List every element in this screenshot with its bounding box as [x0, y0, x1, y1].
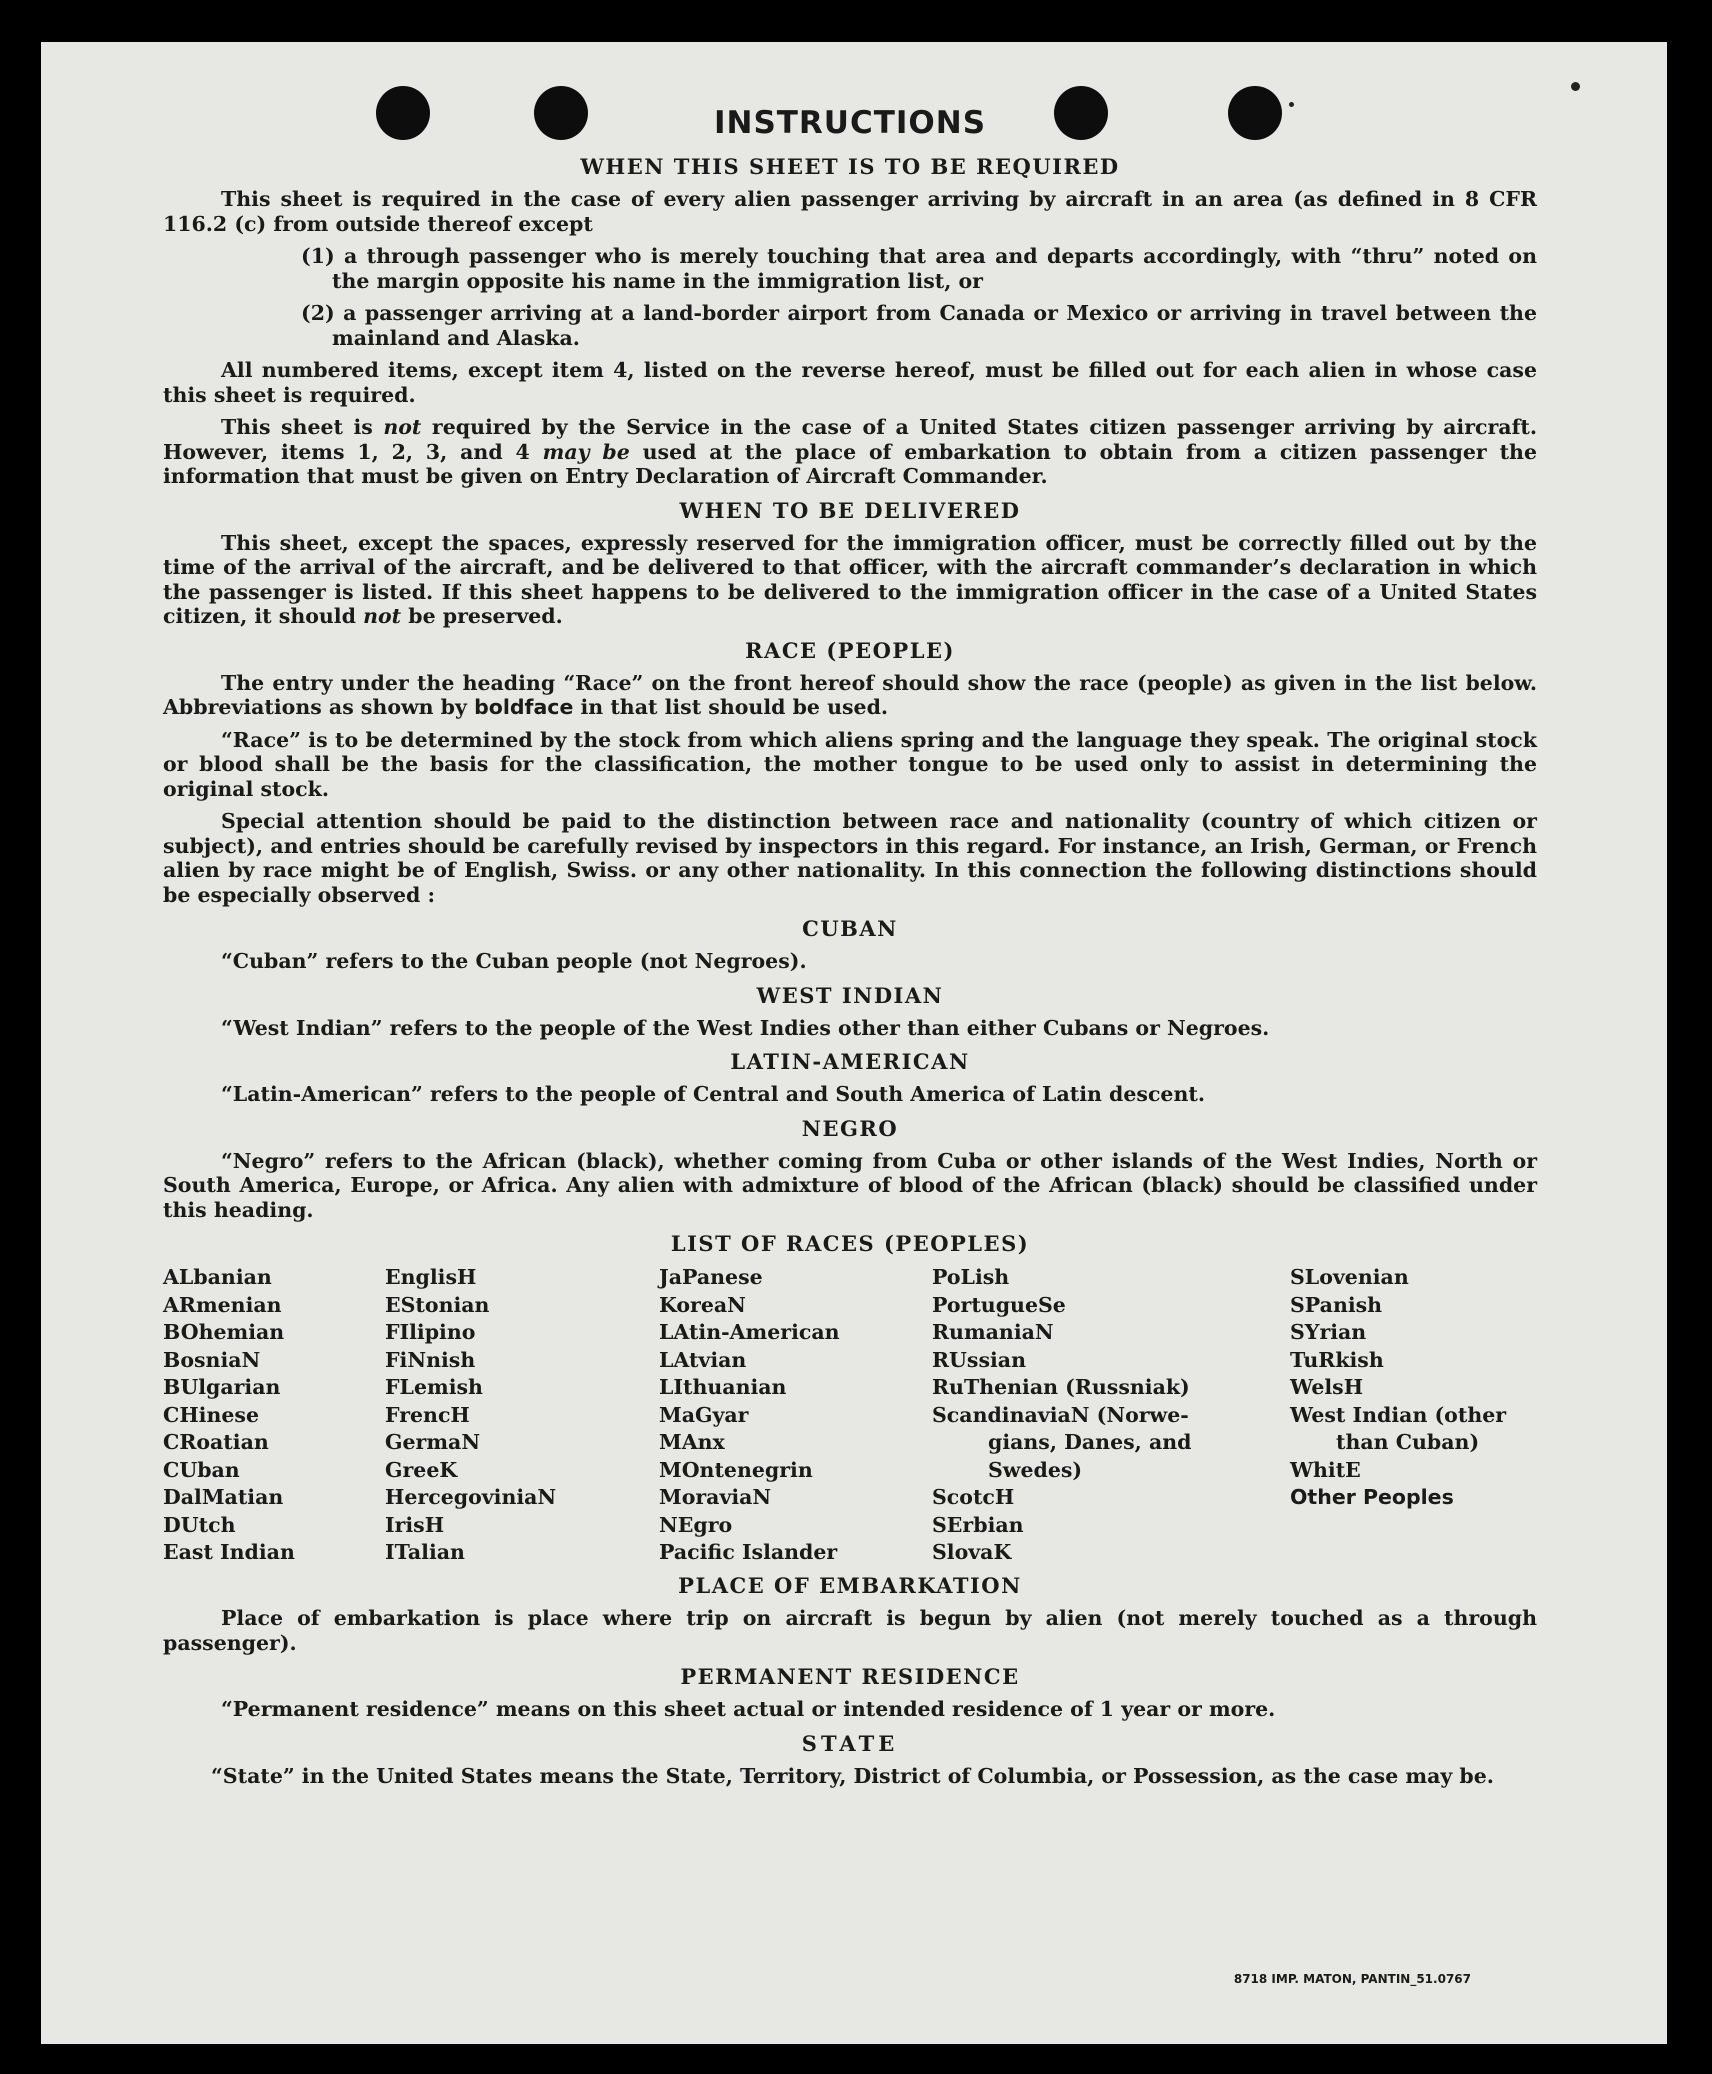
paragraph-not-required	[163, 415, 1537, 489]
race-item: East Indian	[163, 1540, 295, 1564]
text-span: required by the Service in the case of a United States citizen passenger arriving by aircraft. However, items 1, 2, 3, and 4	[163, 415, 1537, 464]
paragraph-required-intro: This sheet is required in the case of every alien passenger arriving by aircraft in an area (as defined in 8 CFR 116.2 (c) from outside thereof except	[163, 187, 1537, 236]
heading-latin-american: LATIN-AMERICAN	[730, 1049, 970, 1074]
race-item: PoLish	[932, 1265, 1010, 1289]
race-item: IrisH	[385, 1512, 445, 1537]
race-item: than Cuban)	[1336, 1430, 1480, 1454]
text-span: used at the place of embarkation to obtain from a citizen passenger the information that must be given on Entry Declaration of Aircraft Commander.	[163, 439, 1537, 488]
race-item: gians, Danes, and	[988, 1430, 1192, 1454]
race-item: ScandinaviaN (Norwe-	[932, 1402, 1189, 1427]
race-item: FrencH	[385, 1402, 470, 1427]
race-item: BOhemian	[163, 1320, 285, 1344]
emphasis: not	[383, 415, 422, 439]
race-item: GermaN	[385, 1430, 481, 1454]
heading-list-of-races: LIST OF RACES (PEOPLES)	[670, 1231, 1030, 1256]
race-item: FLemish	[385, 1375, 483, 1399]
paragraph-race-nationality: Special attention should be paid to the distinction between race and nationality (country of which citizen or subject), and entries should be carefully revised by inspectors in this regard. For instance, an Irish, German, or French alien by race might be of English, Swiss. or any other nationality. In this connection the following distinctions should be especially observed :	[163, 809, 1537, 907]
race-item: FIlipino	[385, 1320, 476, 1344]
race-item: EStonian	[385, 1292, 490, 1317]
page-title: INSTRUCTIONS	[713, 105, 987, 141]
race-item: FiNnish	[385, 1347, 476, 1372]
race-item: DalMatian	[163, 1485, 284, 1509]
race-item: WelsH	[1290, 1375, 1364, 1399]
text-span: This sheet, except the spaces, expressly reserved for the immigration officer, must be correctly filled out by the time of the arrival of the aircraft, and be delivered to that officer, with the aircraft commander’s declaration in which the passenger is listed. If this sheet happens to be delivered to the immigration officer in the case of a United States citizen, it should	[163, 530, 1537, 628]
heading-when-required: WHEN THIS SHEET IS TO BE REQUIRED	[580, 154, 1120, 179]
paragraph-latin-american: “Latin-American” refers to the people of Central and South America of Latin descent.	[221, 1082, 1205, 1106]
paragraph-negro: “Negro” refers to the African (black), whether coming from Cuba or other islands of the West Indies, North or South America, Europe, or Africa. Any alien with admixture of blood of the African (black) should be classified under this heading.	[163, 1148, 1537, 1222]
paragraph-race-stock: “Race” is to be determined by the stock from which aliens spring and the language they speak. The original stock or blood shall be the basis for the classification, the mother tongue to be used only to assist in determining the original stock.	[163, 727, 1537, 801]
races-column-4	[932, 1264, 1191, 1567]
race-item: RumaniaN	[932, 1320, 1054, 1344]
text-span: in that list should be used.	[573, 695, 889, 719]
race-item: SPanish	[1290, 1292, 1383, 1317]
race-item: West Indian (other	[1290, 1402, 1507, 1427]
paragraph-numbered-items: All numbered items, except item 4, listed on the reverse hereof, must be filled out for each alien in whose case this sheet is required.	[163, 358, 1537, 407]
heading-west-indian: WEST INDIAN	[756, 982, 944, 1008]
heading-when-delivered: WHEN TO BE DELIVERED	[679, 497, 1021, 523]
races-column-5	[1290, 1264, 1506, 1512]
race-item: CHinese	[163, 1402, 260, 1427]
paragraph-cuban: “Cuban” refers to the Cuban people (not Negroes).	[221, 949, 807, 973]
paragraph-west-indian: “West Indian” refers to the people of the West Indies other than either Cubans or Negroes.	[221, 1015, 1270, 1040]
list-item-land-border: (2) a passenger arriving at a land-border airport from Canada or Mexico or arriving in travel between the mainland and Alaska.	[301, 301, 1537, 350]
heading-permanent-residence: PERMANENT RESIDENCE	[680, 1664, 1020, 1689]
race-item: NEgro	[659, 1512, 733, 1537]
race-item: BosniaN	[163, 1347, 261, 1372]
speck	[1571, 82, 1580, 91]
list-item-through-passenger: (1) a through passenger who is merely touching that area and departs accordingly, with “thru” noted on the margin opposite his name in the immigration list, or	[301, 244, 1537, 293]
heading-race: RACE (PEOPLE)	[745, 637, 955, 663]
paragraph-embarkation: Place of embarkation is place where trip on aircraft is begun by alien (not merely touched as a through passenger).	[163, 1606, 1537, 1655]
emphasis: may be	[542, 439, 630, 464]
race-item: BUlgarian	[163, 1375, 281, 1399]
paragraph-race-entry	[163, 671, 1537, 720]
paragraph-state: “State” in the United States means the State, Territory, District of Columbia, or Possession, as the case may be.	[211, 1763, 1494, 1788]
race-item: Pacific Islander	[659, 1540, 838, 1564]
text-span: The entry under the heading “Race” on the front hereof should show the race (people) as given in the list below. Abbreviations as shown by	[163, 670, 1537, 719]
heading-state: STATE	[801, 1730, 899, 1756]
race-item: WhitE	[1290, 1457, 1361, 1482]
content	[163, 106, 1537, 1796]
paragraph-permanent-residence: “Permanent residence” means on this sheet actual or intended residence of 1 year or more.	[221, 1697, 1276, 1721]
race-item: KoreaN	[659, 1292, 746, 1317]
race-item: Other Peoples	[1290, 1485, 1454, 1509]
race-item: LAtvian	[659, 1347, 747, 1372]
race-item: EnglisH	[385, 1265, 477, 1289]
race-item: Swedes)	[988, 1457, 1083, 1482]
heading-cuban: CUBAN	[802, 916, 898, 941]
race-item: JaPanese	[659, 1265, 763, 1289]
text-span: This sheet is	[221, 415, 384, 439]
race-item: DUtch	[163, 1512, 236, 1537]
emphasis: not	[363, 604, 402, 628]
race-item: MAnx	[659, 1430, 725, 1454]
instruction-sheet	[41, 42, 1667, 2044]
race-item: SYrian	[1290, 1320, 1367, 1344]
race-item: HercegoviniaN	[385, 1485, 557, 1509]
race-item: LAtin-American	[659, 1320, 840, 1344]
text-span: be preserved.	[401, 604, 563, 628]
race-item: MOntenegrin	[659, 1457, 813, 1482]
paragraph-delivery	[163, 531, 1537, 629]
races-column-3	[659, 1264, 840, 1567]
heading-negro: NEGRO	[801, 1115, 899, 1141]
race-item: RUssian	[932, 1347, 1026, 1372]
race-item: ARmenian	[163, 1292, 282, 1317]
race-item: GreeK	[385, 1457, 458, 1482]
race-item: SLovenian	[1290, 1265, 1409, 1289]
race-item: SErbian	[932, 1512, 1024, 1537]
race-item: PortugueSe	[932, 1292, 1066, 1317]
race-item: ITalian	[385, 1540, 465, 1564]
race-item: MaGyar	[659, 1402, 749, 1427]
printer-imprint: 8718 IMP. MATON, PANTIN_51.0767	[1233, 1972, 1471, 1986]
heading-embarkation: PLACE OF EMBARKATION	[678, 1573, 1022, 1598]
races-column-1	[163, 1264, 295, 1567]
boldface-word: boldface	[474, 695, 574, 719]
race-item: ALbanian	[163, 1265, 272, 1289]
race-item: MoraviaN	[659, 1485, 772, 1509]
races-list	[163, 1264, 1537, 1564]
race-item: CRoatian	[163, 1430, 269, 1454]
race-item: SlovaK	[932, 1540, 1012, 1564]
races-column-2	[385, 1264, 556, 1567]
race-item: TuRkish	[1290, 1347, 1384, 1372]
race-item: ScotcH	[932, 1485, 1015, 1509]
race-item: RuThenian (Russniak)	[932, 1375, 1190, 1399]
race-item: LIthuanian	[659, 1375, 787, 1399]
race-item: CUban	[163, 1457, 240, 1482]
